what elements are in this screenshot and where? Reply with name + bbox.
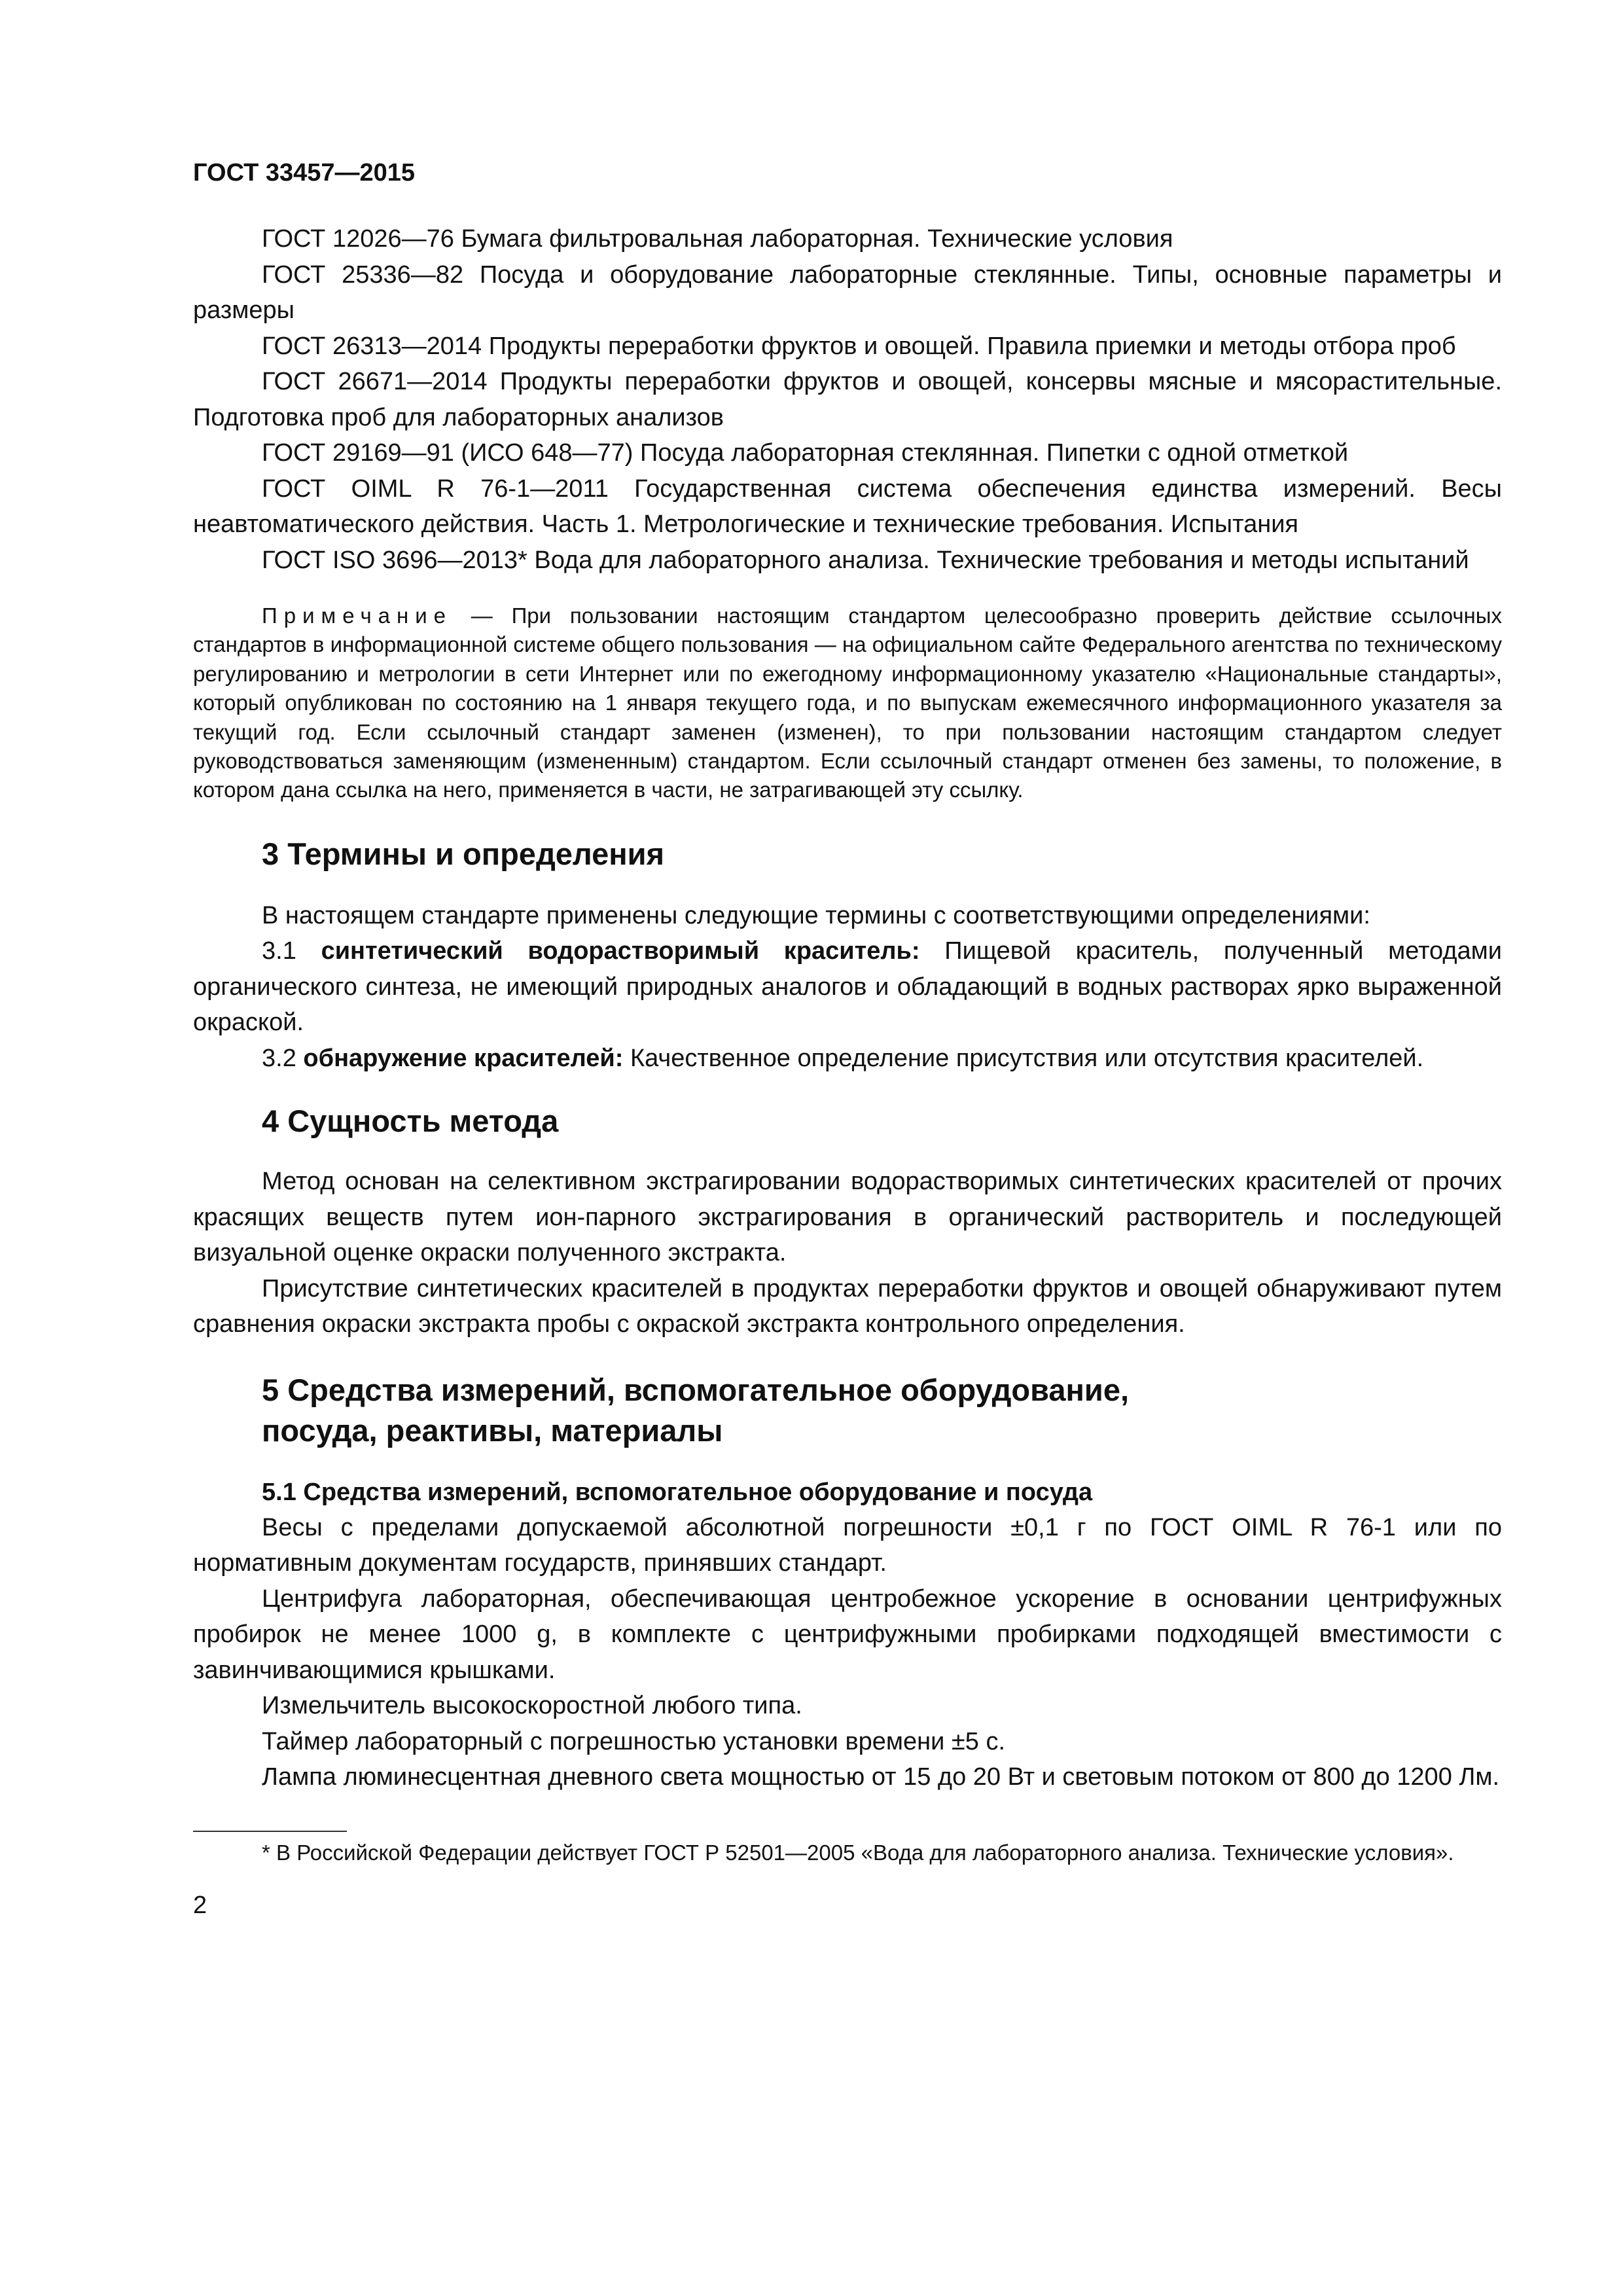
equipment-item: Весы с пределами допускаемой абсолютной погрешности ±0,1 г по ГОСТ OIML R 76-1 или по нормативным документам государств, принявших стандарт.	[193, 1513, 1502, 1577]
equipment-item: Лампа люминесцентная дневного света мощностью от 15 до 20 Вт и световым потоком от 800 до 1200 Лм.	[262, 1763, 1500, 1791]
equipment-item: Измельчитель высокоскоростной любого типа.	[262, 1692, 802, 1720]
term-3-1	[193, 933, 1502, 1041]
equipment-item: Таймер лабораторный с погрешностью установки времени ±5 с.	[262, 1727, 1006, 1755]
equipment-item: Центрифуга лабораторная, обеспечивающая центробежное ускорение в основании центрифужных пробирок не менее 1000 g, в комплекте с центрифужными пробирками подходящей вместимости с завинчивающимися крышками.	[193, 1585, 1502, 1684]
reference-item: ГОСТ ISO 3696—2013* Вода для лабораторного анализа. Технические требования и методы испытаний	[262, 546, 1469, 574]
section-5-heading-line-1: 5 Средства измерений, вспомогательное оборудование,	[262, 1372, 1130, 1407]
term-number: 3.2	[262, 1044, 304, 1072]
reference-item: ГОСТ OIML R 76-1—2011 Государственная система обеспечения единства измерений. Весы неавтоматического действия. Часть 1. Метрологические и технические требования. Испытания	[193, 475, 1502, 538]
section-3-heading: 3 Термины и определения	[262, 836, 664, 871]
document-header: ГОСТ 33457—2015	[193, 159, 416, 187]
references-list	[193, 221, 1502, 578]
reference-item: ГОСТ 26671—2014 Продукты переработки фруктов и овощей, консервы мясные и мясорастительные. Подготовка проб для лабораторных анализов	[193, 368, 1502, 431]
reference-item: ГОСТ 12026—76 Бумага фильтровальная лабораторная. Технические условия	[262, 225, 1173, 253]
term-number: 3.1	[262, 937, 321, 965]
term-name: синтетический водорастворимый краситель:	[321, 937, 920, 965]
section-4-paragraph: Присутствие синтетических красителей в продуктах переработки фруктов и овощей обнаруживают путем сравнения окраски экстракта пробы с окраской экстракта контрольного определения.	[193, 1274, 1502, 1338]
section-3-intro: В настоящем стандарте применены следующие термины с соответствующими определениями:	[262, 901, 1370, 929]
term-3-2	[193, 1041, 1502, 1077]
footnote-divider	[193, 1831, 347, 1832]
term-name: обнаружение красителей:	[303, 1044, 624, 1072]
note-text: — При пользовании настоящим стандартом целесообразно проверить действие ссылочных стандартов в информационной системе общего пользования — на официальном сайте Федерального агентства по техническому регулированию и метрологии в сети Интернет или по ежегодному информационному указателю «Национальные стандарты», который опубликован по состоянию на 1 января текущего года, и по выпускам ежемесячного информационного указателя за текущий год. Если ссылочный стандарт заменен (изменен), то при пользовании настоящим стандартом следует руководствоваться заменяющим (измененным) стандартом. Если ссылочный стандарт отменен без замены, то положение, в котором дана ссылка на него, применяется в части, не затрагивающей эту ссылку.	[193, 603, 1502, 802]
note-label: Примечание	[262, 603, 453, 628]
document-page	[193, 157, 1502, 1921]
term-definition: Пищевой краситель, полученный методами органического синтеза, не имеющий природных аналогов и обладающий в водных растворах ярко выраженной окраской.	[193, 937, 1503, 1037]
subsection-5-1-heading: 5.1 Средства измерений, вспомогательное оборудование и посуда	[262, 1478, 1093, 1506]
footnote: * В Российской Федерации действует ГОСТ Р 52501—2005 «Вода для лабораторного анализа. Технические условия».	[262, 1840, 1454, 1865]
page-number: 2	[193, 1891, 207, 1919]
reference-item: ГОСТ 25336—82 Посуда и оборудование лабораторные стеклянные. Типы, основные параметры и размеры	[193, 260, 1502, 324]
section-4-paragraph: Метод основан на селективном экстрагировании водорастворимых синтетических красителей от прочих красящих веществ путем ион-парного экстрагирования в органический растворитель и последующей визуальной оценке окраски полученного экстракта.	[193, 1168, 1502, 1267]
note-block	[193, 601, 1502, 805]
reference-item: ГОСТ 29169—91 (ИСО 648—77) Посуда лабораторная стеклянная. Пипетки с одной отметкой	[262, 439, 1349, 467]
section-4-heading: 4 Сущность метода	[262, 1103, 559, 1139]
reference-item: ГОСТ 26313—2014 Продукты переработки фруктов и овощей. Правила приемки и методы отбора проб	[262, 332, 1456, 360]
section-5-heading-line-2: посуда, реактивы, материалы	[262, 1412, 723, 1448]
term-definition: Качественное определение присутствия или отсутствия красителей.	[623, 1044, 1424, 1072]
section-5-heading	[193, 1370, 1502, 1451]
